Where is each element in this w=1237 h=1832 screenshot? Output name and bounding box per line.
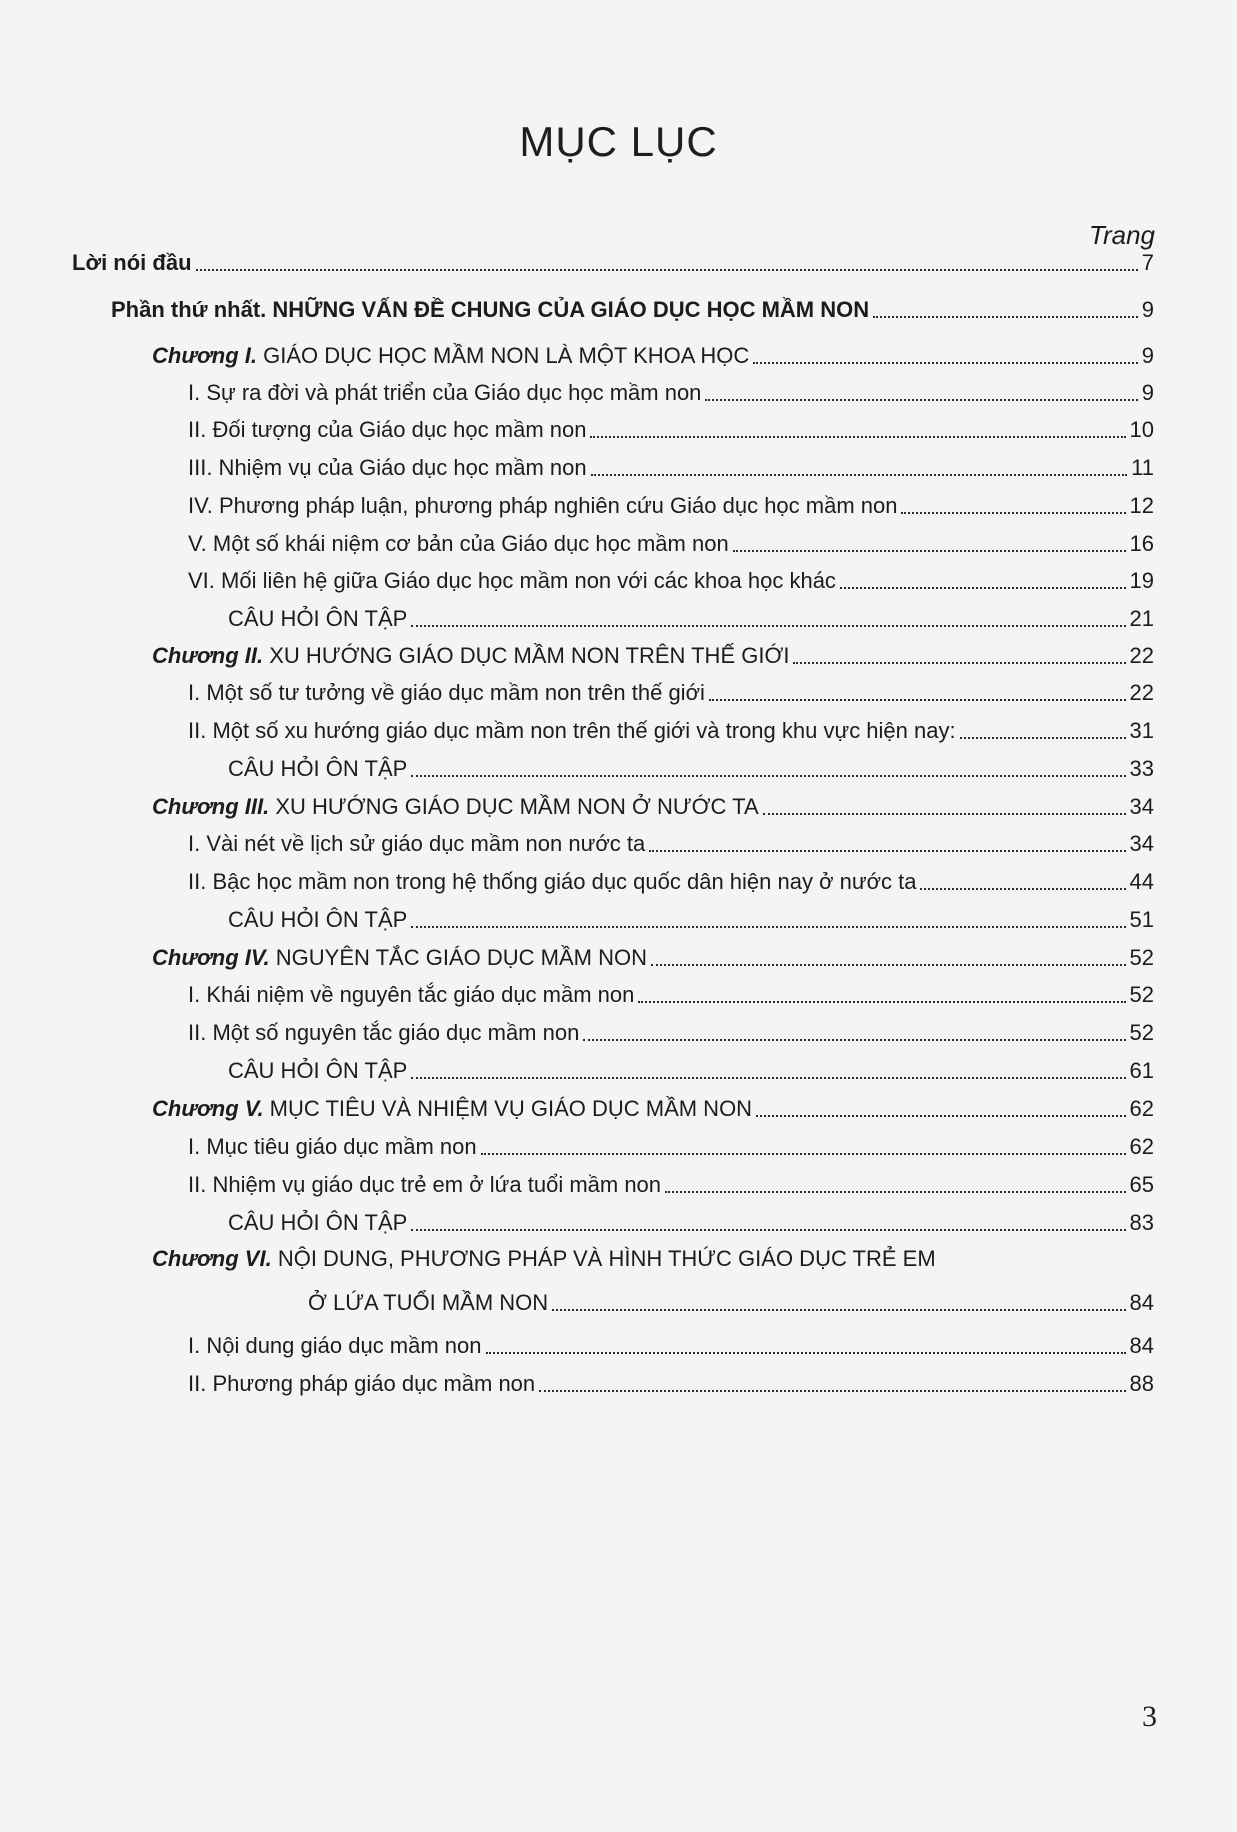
toc-item: [188, 1127, 1154, 1161]
toc-page-number: 62: [1129, 1134, 1154, 1159]
dot-leader: [901, 512, 1125, 514]
chapter-label: Chương V.: [152, 1096, 264, 1121]
toc-page-number: 52: [1129, 945, 1154, 970]
toc-page-number: 12: [1129, 493, 1154, 518]
toc-entry-title: [228, 906, 407, 934]
toc-entry-title: [188, 1171, 661, 1199]
dot-leader: [590, 436, 1125, 438]
toc-entry-title: [111, 296, 869, 324]
toc-page-number: 11: [1131, 455, 1154, 480]
toc-page-number: 34: [1129, 794, 1154, 819]
dot-leader: [411, 775, 1125, 777]
toc-item: [188, 448, 1154, 482]
toc-heading: [152, 636, 1154, 670]
toc-entry-text: Lời nói đầu: [72, 250, 192, 275]
toc-entry-text: I. Khái niệm về nguyên tắc giáo dục mầm non: [188, 982, 635, 1007]
toc-entry-title: [188, 530, 729, 558]
toc-item: [188, 673, 1154, 707]
toc-page-number: 9: [1141, 380, 1154, 405]
toc-item: [188, 410, 1154, 444]
toc-item: [188, 975, 1154, 1009]
toc-item: [188, 561, 1154, 595]
toc-entry-text: I. Vài nét về lịch sử giáo dục mầm non nước ta: [188, 831, 646, 856]
toc-entry-text: II. Bậc học mầm non trong hệ thống giáo dục quốc dân hiện nay ở nước ta: [188, 869, 917, 894]
dot-leader: [552, 1309, 1125, 1311]
toc-entry-text: I. Mục tiêu giáo dục mầm non: [188, 1134, 477, 1159]
toc-item: [188, 524, 1154, 558]
dot-leader: [486, 1352, 1126, 1354]
toc-entry-text: II. Nhiệm vụ giáo dục trẻ em ở lứa tuổi mầm non: [188, 1172, 662, 1197]
toc-review-questions: [228, 1203, 1154, 1237]
toc-entry-text: II. Phương pháp giáo dục mầm non: [188, 1371, 536, 1396]
dot-leader: [960, 737, 1126, 739]
chapter-label: Chương II.: [152, 643, 264, 668]
toc-entry-text: NGUYÊN TẮC GIÁO DỤC MẦM NON: [269, 945, 647, 970]
dot-leader: [665, 1191, 1125, 1193]
toc-entry-title: [152, 1245, 936, 1273]
toc-entry-text: GIÁO DỤC HỌC MẦM NON LÀ MỘT KHOA HỌC: [257, 343, 750, 368]
toc-item: [188, 1013, 1154, 1047]
toc-page-number: 83: [1129, 1210, 1154, 1235]
page-column-header: Trang: [1089, 220, 1155, 250]
dot-leader: [411, 926, 1125, 928]
toc-entry-text: III. Nhiệm vụ của Giáo dục học mầm non: [188, 455, 587, 480]
toc-entry-text: V. Một số khái niệm cơ bản của Giáo dục học mầm non: [188, 531, 729, 556]
toc-entry-title: [188, 830, 645, 858]
toc-entry-title: [188, 868, 916, 896]
toc-entry-text: I. Sự ra đời và phát triển của Giáo dục học mầm non: [188, 380, 702, 405]
toc-entry-text: I. Một số tư tưởng về giáo dục mầm non trên thế giới: [188, 680, 705, 705]
toc-entry-text: II. Một số xu hướng giáo dục mầm non trên thế giới và trong khu vực hiện nay:: [188, 718, 956, 743]
toc-entry-title: [228, 1209, 407, 1237]
toc-page-number: 51: [1129, 907, 1154, 932]
toc-page-number: 16: [1129, 531, 1154, 556]
toc-entry-text: NỘI DUNG, PHƯƠNG PHÁP VÀ HÌNH THỨC GIÁO DỤC TRẺ EM: [271, 1246, 936, 1271]
toc-entry-text: II. Một số nguyên tắc giáo dục mầm non: [188, 1020, 580, 1045]
dot-leader: [539, 1390, 1125, 1392]
toc-item: [188, 373, 1154, 407]
chapter-label: Chương III.: [152, 794, 270, 819]
toc-entry-title: [188, 717, 956, 745]
toc-entry-text: CÂU HỎI ÔN TẬP: [228, 756, 408, 781]
toc-page-number: 88: [1129, 1371, 1154, 1396]
toc-entry-title: [152, 342, 749, 370]
dot-leader: [873, 316, 1138, 318]
toc-entry-title: [188, 679, 705, 707]
toc-page-number: 31: [1129, 718, 1154, 743]
toc-heading: [72, 243, 1154, 277]
toc-page-number: 84: [1129, 1333, 1154, 1358]
dot-leader: [705, 399, 1137, 401]
toc-page-number: 34: [1129, 831, 1154, 856]
toc-review-questions: [228, 749, 1154, 783]
dot-leader: [709, 699, 1126, 701]
toc-page-number: 84: [1129, 1290, 1154, 1315]
dot-leader: [591, 474, 1128, 476]
toc-page-number: 52: [1129, 1020, 1154, 1045]
toc-entry-title: [188, 1133, 477, 1161]
toc-page-number: 19: [1129, 568, 1154, 593]
toc-entry-title: [228, 605, 407, 633]
toc-entry-text: CÂU HỎI ÔN TẬP: [228, 606, 408, 631]
toc-entry-title: [72, 249, 192, 277]
toc-page-number: 7: [1141, 250, 1154, 275]
dot-leader: [793, 662, 1125, 664]
toc-entry-title: [152, 944, 647, 972]
toc-entry-text: XU HƯỚNG GIÁO DỤC MẦM NON TRÊN THẾ GIỚI: [263, 643, 790, 668]
chapter-label: Chương I.: [152, 343, 258, 368]
dot-leader: [411, 1229, 1125, 1231]
toc-heading: [152, 787, 1154, 821]
dot-leader: [196, 269, 1138, 271]
dot-leader: [481, 1153, 1126, 1155]
dot-leader: [840, 587, 1126, 589]
toc-page-number: 9: [1141, 297, 1154, 322]
toc-page-number: 22: [1129, 680, 1154, 705]
toc-entry-title: [152, 793, 759, 821]
toc-review-questions: [228, 599, 1154, 633]
toc-item: [188, 1165, 1154, 1199]
toc-page-number: 65: [1129, 1172, 1154, 1197]
toc-review-questions: [228, 900, 1154, 934]
toc-entry-title: [188, 416, 586, 444]
toc-entry-title: [228, 1057, 407, 1085]
toc-entry-title: [188, 567, 836, 595]
dot-leader: [649, 850, 1125, 852]
dot-leader: [411, 625, 1125, 627]
toc-entry-text: II. Đối tượng của Giáo dục học mầm non: [188, 417, 587, 442]
dot-leader: [651, 964, 1126, 966]
toc-review-questions: [228, 1051, 1154, 1085]
toc-page-number: 33: [1129, 756, 1154, 781]
toc-page-number: 44: [1129, 869, 1154, 894]
toc-entry-text: Phần thứ nhất. NHỮNG VẤN ĐỀ CHUNG CỦA GIÁO DỤC HỌC MẦM NON: [111, 297, 870, 322]
toc-entry-text: IV. Phương pháp luận, phương pháp nghiên cứu Giáo dục học mầm non: [188, 493, 898, 518]
chapter-label: Chương IV.: [152, 945, 270, 970]
toc-page-number: 52: [1129, 982, 1154, 1007]
toc-page-number: 21: [1129, 606, 1154, 631]
toc-heading: [152, 938, 1154, 972]
toc-entry-title: [188, 1019, 579, 1047]
dot-leader: [638, 1001, 1125, 1003]
toc-heading: [111, 290, 1154, 324]
toc-entry-title: [152, 642, 789, 670]
toc-entry-title: [188, 379, 701, 407]
toc-entry-text-continued: Ở LỨA TUỔI MẦM NON: [308, 1290, 549, 1315]
toc-entry-text: CÂU HỎI ÔN TẬP: [228, 1210, 408, 1235]
page-number: 3: [1142, 1700, 1157, 1733]
toc-page-number: 62: [1129, 1096, 1154, 1121]
toc-item: [188, 1364, 1154, 1398]
toc-item: [188, 486, 1154, 520]
dot-leader: [411, 1077, 1125, 1079]
toc-entry-title: [188, 492, 897, 520]
toc-heading: [152, 336, 1154, 370]
toc-entry-title: [228, 755, 407, 783]
chapter-label: Chương VI.: [152, 1246, 272, 1271]
toc-page-number: 10: [1129, 417, 1154, 442]
toc-item: [188, 711, 1154, 745]
toc-page-number: 9: [1141, 343, 1154, 368]
toc-entry-text: I. Nội dung giáo dục mầm non: [188, 1333, 482, 1358]
dot-leader: [733, 550, 1126, 552]
toc-entry-text: CÂU HỎI ÔN TẬP: [228, 907, 408, 932]
toc-entry-text: VI. Mối liên hệ giữa Giáo dục học mầm non với các khoa học khác: [188, 568, 836, 593]
toc-item: [188, 862, 1154, 896]
dot-leader: [583, 1039, 1125, 1041]
toc-heading: [152, 1089, 1154, 1123]
page-title: MỤC LỤC: [519, 118, 718, 165]
toc-entry-title: [188, 454, 587, 482]
toc-entry-title: [188, 981, 634, 1009]
toc-entry-text: CÂU HỎI ÔN TẬP: [228, 1058, 408, 1083]
toc-page-number: 61: [1129, 1058, 1154, 1083]
dot-leader: [753, 362, 1138, 364]
toc-entry-text: XU HƯỚNG GIÁO DỤC MẦM NON Ở NƯỚC TA: [269, 794, 759, 819]
toc-page-number: 22: [1129, 643, 1154, 668]
toc-item: [188, 824, 1154, 858]
toc-entry-title: [152, 1095, 752, 1123]
toc-item: [188, 1326, 1154, 1360]
toc-heading: [0, 1245, 1237, 1319]
dot-leader: [763, 813, 1126, 815]
dot-leader: [756, 1115, 1125, 1117]
toc-entry-text: MỤC TIÊU VÀ NHIỆM VỤ GIÁO DỤC MẦM NON: [263, 1096, 753, 1121]
dot-leader: [920, 888, 1125, 890]
